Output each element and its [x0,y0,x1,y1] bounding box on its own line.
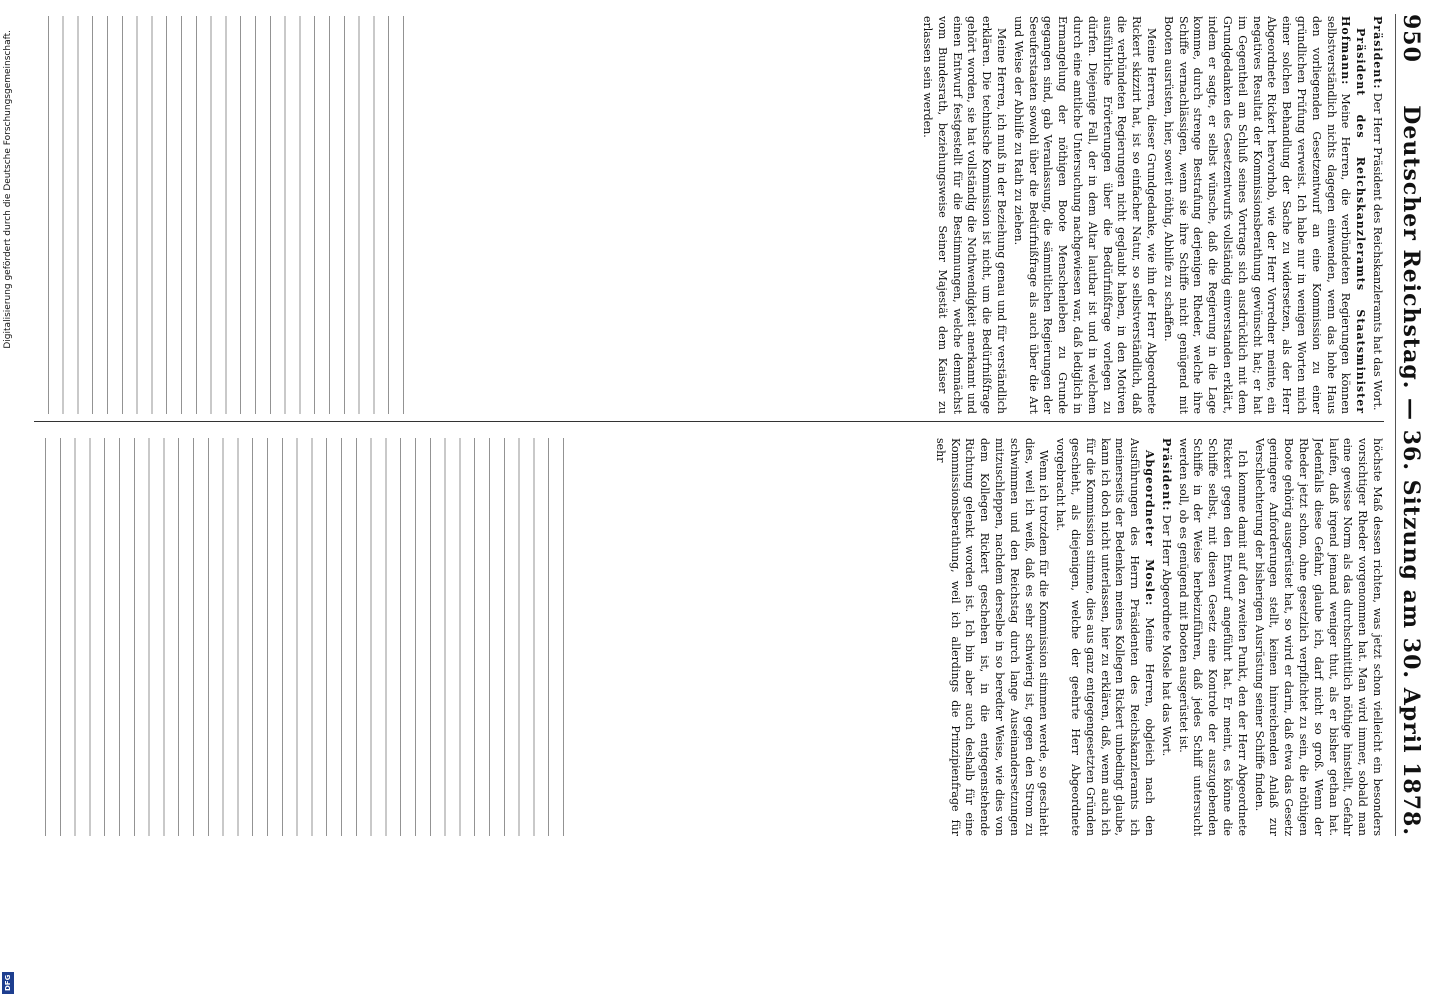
paragraph-text: Wenn ich trotzdem für die Kommission stimmen werde, so geschieht dies, weil ich weiß, daß es sehr schwierig ist, gegen den Strom zu schwimmen und den Reichstag durch lange Auseinandersetzungen mitzuschleppen, nachdem derselbe in so beredter Weise, wie dies von dem Kollegen Rickert geschehen ist, in die entgegenstehende Richtung gelenkt worden ist. Ich bin aber auch deshalb für eine Kommissionsberathung, weil ich allerdings die Prinzipienfrage für sehr [933,438,1051,836]
paragraph [1052,438,1156,836]
paragraph-text: Meine Herren, obgleich nach den Ausführungen des Herrn Präsidenten des Reichskanzleramts ich meinerseits der Bedenken meines Kollegen Rickert unbedingt glaube, kann ich doch nicht unterlassen, hier zu erklären, daß, wenn auch ich für die Kommission stimme, dies aus ganz entgegengesetzten Gründen geschieht, als diejenigen, welche der geehrte Herr Abgeordnete vorgebracht hat. [1054,438,1157,836]
paragraph [1369,16,1384,414]
continued-text-lines [44,438,564,836]
left-text-column [44,16,1384,414]
right-text-column [44,438,1384,836]
digitization-note: Digitalisierung gefördert durch die Deutsche Forschungsgemeinschaft. [3,30,13,349]
paragraph-text: Meine Herren, dieser Grundgedanke, wie ihn der Herr Abgeordnete Rickert skizzirt hat, ist so einfacher Natur, so selbstverständlich, daß die verbündeten Regierungen nicht geglaubt haben, in den Motiven ausführliche Erörterungen über die Bedürfnißfrage vorlegen zu dürfen. Diejenige Fall, der in dem Altar lautbar ist und in welchem durch eine amtliche Untersuchung nachgewiesen war, daß lediglich in Ermangelung der nöthigen Boote Menschenleben zu Grunde gegangen sind, gab Veranlassung, die sämmtlichen Regierungen der Seeuferstaaten sowohl über die Bedürfnißfrage als auch über die Art und Weise der Abhilfe zu Rath zu ziehen. [1011,16,1159,414]
speaker-name: Präsident des Reichskanzleramts Staatsminister Hofmann: [1339,16,1368,414]
continued-text-lines [44,16,404,414]
digitization-strip [0,0,16,1000]
speaker-name: Präsident: [1371,16,1384,90]
paragraph-text: Der Herr Abgeordnete Mosle hat das Wort. [1159,511,1173,757]
running-title: Deutscher Reichstag. — 36. Sitzung am 30. April 1878. [1398,105,1424,836]
paragraph-text: Ich komme damit auf den zweiten Punkt, den der Herr Abgeordnete Rickert gegen den Entwurf angeführt hat. Er meint, es könne die Schiffe selbst, mit diesen Gesetz eine Kontrole der auszugebenden Schiffe in der Weise herbeizuführen, daß jedes Schiff untersucht werden soll, ob es genügend mit Booten ausgerüstet ist. [1176,438,1249,836]
column-divider [34,421,1384,422]
page-header [1395,14,1426,836]
paragraph-text: Meine Herren, die verbündeten Regierungen können selbstverständlich nichts dagegen einwenden, wenn das hohe Haus den vorliegenden Gesetzentwurf an eine Kommission zu einer gründlichen Prüfung verweist. Ich habe nur in wenigen Worten mich einer solchen Behandlung der Sache zu widersetzen, als der Herr Abgeordnete Rickert hervorhob, wie der Herr Vorredner meinte, ein negatives Resultat der Kommissionsberathung gewünscht hat; er hat im Gegentheil am Schluß seines Vortrags sich ausdrücklich mit dem Grundgedanken des Gesetzentwurfs vollständig einverstanden erklärt, indem er sagte, er selbst wünsche, daß die Regierung in die Lage komme, durch strenge Bestrafung derjenigen Rheder, welche ihre Schiffe vernachlässigen, wenn sie ihre Schiffe nicht genügend mit Booten ausrüsten, hier, soweit nöthig, Abhilfe zu schaffen. [1161,16,1353,414]
paragraph [1158,438,1173,836]
paragraph [1160,16,1367,414]
speaker-name: Abgeordneter Mosle: [1143,450,1157,607]
paragraph-text: Meine Herren, ich muß in der Beziehung genau und für verständlich erklären. Die technische Kommission ist nicht, um die Bedürfnißfrage gehört worden, sie hat vollständig die Nothwendigkeit anerkannt und einen Entwurf festgestellt für die Bestimmungen, welche demnächst vom Bundesrath, beziehungsweise Seiner Majestät dem Kaiser zu erlassen sein werden. [921,16,1009,414]
speaker-name: Präsident: [1159,438,1173,512]
page-number: 950 [1398,14,1424,63]
dfg-logo: DFG [2,972,14,994]
paragraph-text: höchste Maß dessen richten, was jetzt schon vielleicht ein besonders vorsichtiger Rheder vorgenommen hat. Man wird immer, sobald man eine gewisse Norm als das durchschnittlich nöthige hinstellt, Gefahr laufen, daß irgend jemand weniger thut, als er bisher gethan hat. Jedenfalls diese Gefahr, glaube ich, darf nicht so groß. Wenn der Rheder jetzt schon, ohne gesetzlich verpflichtet zu sein, die nöthigen Boote gehörig ausgerüstet hat, so wird er darin, daß etwa das Gesetz geringere Anforderungen stellt, keinen hinreichenden Anlaß zur Verschlechterung der bisherigen Ausrüstung seiner Schiffe finden. [1252,438,1384,836]
paragraph-text: Der Herr Präsident des Reichskanzleramts hat das Wort. [1371,89,1384,411]
